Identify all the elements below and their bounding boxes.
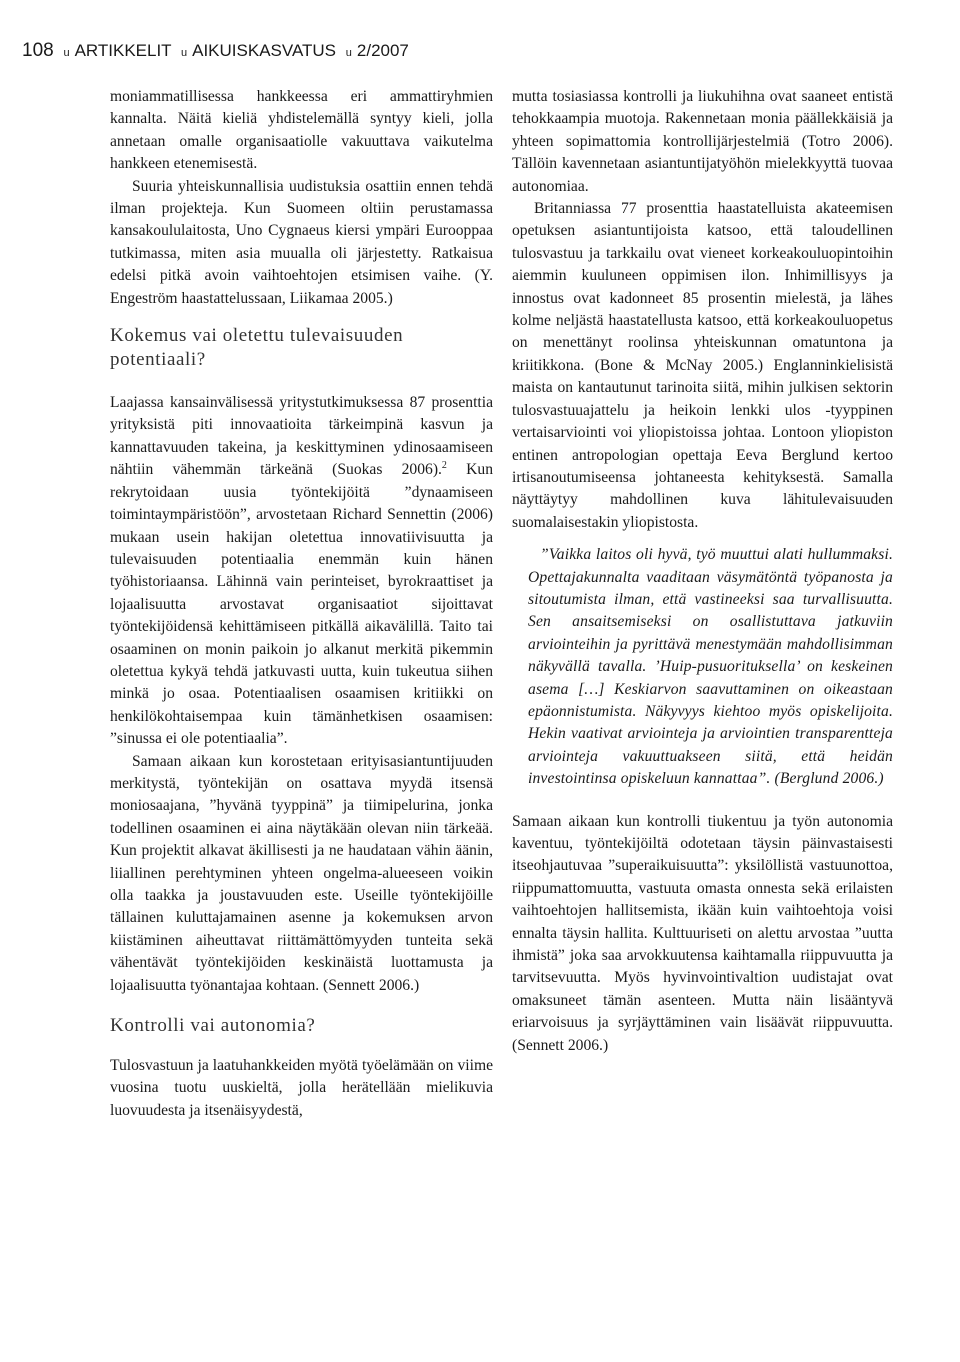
page-number: 108 bbox=[22, 40, 54, 61]
issue-label: 2/2007 bbox=[356, 41, 409, 60]
paragraph-text: Laajassa kansainvälisessä yritystutkimuksessa 87 prosenttia yrityksistä piti innovaatioita tärkeimpinä kasvun ja kannattavuuden takeina, ja keskittyminen ydinosaamiseen nähtiin vähemmän tärkeänä (Suokas 2006). bbox=[110, 394, 493, 479]
paragraph: Samaan aikaan kun kontrolli tiukentuu ja työn autonomia kaventuu, työntekijöiltä odotetaan täysin päinvastaisesti itseohjautuvaa ”superaikuisuutta”: yksilöllistä vastuunottoa, riippumattomuutta, vastuuta omasta onnesta sekä erilaisten vaihtoehtojen hallitsemista, ikään kuin vaihtoehtoja voisi ennalta täysin hallita. Kulttuuriseti on alettu arvostaa ”uutta ihmistä” joka saa arvokkuutensa kaihtamalla riippuvuutta ja tarvitsevuutta. Myös hyvinvointivaltion uudistajat ovat omaksuneet tämän asenteen. Mutta näin lisääntyvä eriarvoisuus ja syrjäyttäminen vain lisäävät riippuvuutta. (Sennett 2006.) bbox=[512, 812, 893, 1054]
separator-glyph: u bbox=[63, 47, 70, 59]
right-column bbox=[512, 86, 893, 1057]
section-label: ARTIKKELIT bbox=[74, 41, 172, 60]
paragraph: moniammatillisessa hankkeessa eri ammattiryhmien kannalta. Näitä kieliä yhdistelemällä syntyy kieli, jolla annetaan omalle organisaatiolle vakuuttava vaikutelma hankkeen etenemisestä. bbox=[110, 88, 493, 173]
separator-glyph: u bbox=[345, 47, 352, 59]
paragraph: mutta tosiasiassa kontrolli ja liukuhihna ovat saaneet entistä tehokkaampia muotoja. Rakennetaan monia päällekkäisiä ja yhteen sopimattomia kontrollijärjestelmiä (Totro 2006). Tällöin kavennetaan asiantuntijatyöhön mielekkyyttä tuovaa autonomiaa. bbox=[512, 88, 893, 195]
paragraph: Samaan aikaan kun korostetaan erityisasiantuntijuuden merkitystä, työntekijän on osattava myydä itsensä moniosaajana, ”hyvänä tyyppinä” ja tiimipelurina, jonka todellinen osaaminen ei aina näytäkään olevan niin tärkeää. Kun projektit alkavat äkillisesti ja ne haudataan vähin äänin, liiallinen perehtyminen yhteen ongelma-alueeseen voikin olla taakka ja joustavuuden este. Useille työntekijöille tällainen kuluttajamainen asenne ja kokemuksen arvon kiistäminen aiheuttavat riittämättömyyden tunteita sekä vähentävät työntekijöiden keskinäistä luottamusta ja lojaalisuutta työnantajaa kohtaan. (Sennett 2006.) bbox=[110, 752, 493, 994]
paragraph: Suuria yhteiskunnallisia uudistuksia osattiin ennen tehdä ilman projekteja. Kun Suomeen oltiin perustamassa kansakoululaitosta, Uno Cygnaeus kiersi ympäri Eurooppaa tutkimassa, miten asia muualla oli järjestetty. Ratkaisua edelsi pitkä avoin vaihtoehtojen etsimisen vaihe. (Y. Engeström haastattelussaan, Liikamaa 2005.) bbox=[110, 177, 493, 307]
block-quote: ”Vaikka laitos oli hyvä, työ muuttui alati hullummaksi. Opettajakunnalta vaaditaan väsymätöntä työpanosta ja sitoutumista ilman, että vastineeksi saa turvallisuutta. Sen ansaitsemiseksi on osallistuttava jatkuviin arviointeihin ja pyrittävä menestymään mahdollisimman näkyvällä tavalla. ’Huip-pusuorituksella’ on keskeinen asema […] Keskiarvon saavuttaminen on oikeastaan epäonnistumista. Näkyvyys kiehtoo myös opiskelijoita. Hekin vaativat arviointeja ja arviointien transparentteja arviointeja vakuuttuakseen siitä, että heidän investointinsa opiskeluun kannattaa”. (Berglund 2006.) bbox=[528, 546, 893, 788]
paragraph: Britanniassa 77 prosenttia haastatelluista akateemisen opetuksen asiantuntijoista katsoo, että taloudellinen tulosvastuu ja tarkkailu ovat vieneet korkeakouluopintoihin aiemmin kuuluneen oppimisen ilon. Inhimillisyys ja innostus ovat kadonneet 85 prosentin mielestä, ja lähes kolme neljästä haastatellusta katsoo, että korkeakouluopetus on menettänyt roolinsa yhteiskunnan omatuntona ja kriitikkona. (Bone & McNay 2005.) Englanninkielisistä maista on kantautunut tarinoita siitä, mihin julkisen sektorin tulosvastuuajattelu ja heikoin lenkki ulos -tyyppinen vertaisarviointi voi yliopistoissa johtaa. Lontoon yliopiston entinen antropologian opettaja Eeva Berglund kertoo irtisanoutumiseensa johtaneesta kehityksestä. Samalla näyttäytyy mahdollinen kuva lähitulevaisuuden suomalaisestakin yliopistosta. bbox=[512, 200, 893, 531]
section-heading: Kokemus vai oletettu tulevaisuuden potentiaali? bbox=[110, 325, 404, 371]
paragraph bbox=[110, 392, 493, 751]
paragraph: Tulosvastuun ja laatuhankkeiden myötä työelämään on viime vuosina tuotu uuskieltä, jolla herätellään mielikuvia luovuudesta ja itsenäisyydestä, bbox=[110, 1057, 493, 1119]
section-heading: Kontrolli vai autonomia? bbox=[110, 1015, 316, 1037]
journal-name: AIKUISKASVATUS bbox=[192, 41, 337, 60]
footnote-marker: 2 bbox=[441, 460, 447, 472]
left-column bbox=[110, 86, 493, 1122]
separator-glyph: u bbox=[180, 47, 188, 59]
paragraph-text: Kun rekrytoidaan uusia työntekijöitä ”dynaamiseen toimintaympäristöön”, arvostetaan Richard Sennettin (2006) mukaan usein hakijan oletettua innovatiivisuutta ja tulevaisuuden potentiaalia enemmän kuin hänen työhistoriaansa. Lähinnä vain perinteiset, byrokraattiset ja lojaalisuutta arvostavat organisaatiot sijoittavat työntekijöidensä kehittämiseen pitkällä aikavälillä. Taito tai osaaminen on monin paikoin jo alkanut merkitä pikemmin oletettua kykyä tehdä jatkuvasti uutta, kuin tukeutua siihen minkä jo osaa. Potentiaalisen osaamisen kritiikki on henkilökohtaisempaa kuin tämänhetkisen osaamisen: ”sinussa ei ole potentiaalia”. bbox=[110, 461, 493, 748]
running-header bbox=[22, 40, 409, 62]
